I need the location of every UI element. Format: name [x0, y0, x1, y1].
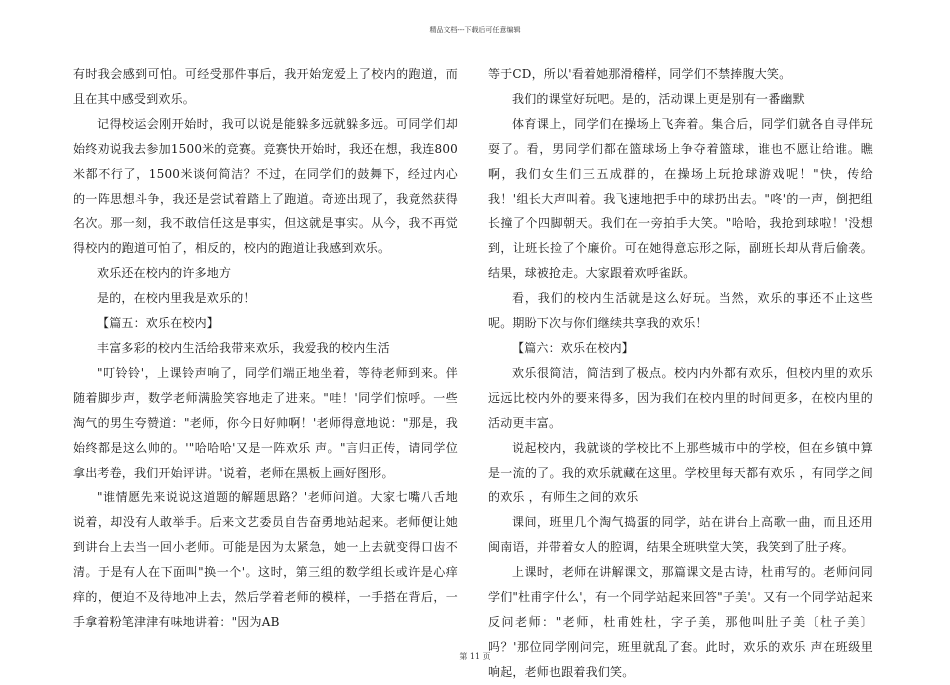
paragraph: 我们的课堂好玩吧。是的，活动课上更是别有一番幽默 — [512, 91, 805, 106]
paragraph: 欢乐还在校内的许多地方 — [97, 266, 232, 281]
paragraph: 记得校运会刚开始时，我可以说是能躲多远就躲多远。可同学们却始终劝说我去参加1500米的竞赛。竞赛快开始时，我还在想，我连800米都不行了，1500米谈何简洁？不过，在同学们的鼓舞下，经过内心的一阵思想斗争，我还是尝试着踏上了跑道。奇迹出现了，我竟然获得名次。那一刻，我不敢信任这是事实，但这就是事实。从今，我不再觉得校内的跑道可怕了，相反的，校内的跑道让我感到欢乐。 — [73, 116, 458, 256]
paragraph: "叮铃铃'，上课铃声响了，同学们端正地坐着，等待老师到来。伴随着脚步声，数学老师满脸笑容地走了进来。"哇！'同学们惊呼。一些淘气的男生夸赞道："老师，你今日好帅啊！'老师得意地说："那是，我始终都是这么帅的。'"哈哈哈'又是一阵欢乐 声。"言归正传，请同学位拿出考卷，我们开始评讲。'说着，老师在黑板上画好图形。 — [73, 365, 458, 480]
section-heading: 【篇六：欢乐在校内】 — [512, 340, 635, 355]
paragraph: 欢乐很简洁，简洁到了极点。校内内外都有欢乐，但校内里的欢乐远远比校内外的要来得多，因为我们在校内里的时间更多，在校内里的活动更丰富。 — [488, 365, 873, 430]
paragraph: 课间，班里几个淘气捣蛋的同学，站在讲台上高歌一曲，而且还用闽南语，并带着女人的腔调，结果全班哄堂大笑，我笑到了肚子疼。 — [488, 515, 873, 555]
left-column — [73, 62, 458, 635]
paragraph: 是的，在校内里我是欢乐的！ — [97, 291, 256, 306]
paragraph: 有时我会感到可怕。可经受那件事后，我开始宠爱上了校内的跑道，而且在其中感受到欢乐。 — [73, 67, 458, 106]
right-column — [488, 62, 873, 685]
paragraph: 体育课上，同学们在操场上飞奔着。集合后，同学们就各自寻伴玩耍了。看，男同学们都在篮球场上争夺着篮球，谁也不愿让给谁。瞧啊，我们女生们三五成群的，在操场上玩抢球游戏呢！"快，传给我！'组长大声叫着。我飞速地把手中的球扔出去。"咚'的一声，倒把组长撞了个四脚朝天。我们在一旁拍手大笑。"哈哈，我抢到球啦！'没想到，让班长捡了个廉价。可在她得意忘形之际，副班长却从背后偷袭。结果，球被抢走。大家跟着欢呼雀跃。 — [488, 116, 873, 281]
paragraph: 上课时，老师在讲解课文，那篇课文是古诗，杜甫写的。老师问同学们"杜甫字什么'，有一个同学站起来回答"子美'。又有一个同学站起来反问老师："老师，杜甫姓杜，字子美，那他叫肚子美〔杜子美〕吗？'那位同学刚问完，班里就乱了套。此时，欢乐的欢乐 声在班级里响起，老师也跟着我们笑。 — [488, 565, 873, 679]
paragraph: 说起校内，我就谈的学校比不上那些城市中的学校，但在乡镇中算是一流的了。我的欢乐就藏在这里。学校里每天都有欢乐 ，有同学之间的欢乐 ，有师生之间的欢乐 — [488, 440, 873, 505]
paragraph: 看，我们的校内生活就是这么好玩。当然，欢乐的事还不止这些呢。期盼下次与你们继续共享我的欢乐！ — [488, 291, 873, 331]
section-heading: 【篇五：欢乐在校内】 — [97, 316, 220, 331]
paragraph: 等于CD，所以'看着她那滑稽样，同学们不禁捧腹大笑。 — [488, 67, 792, 81]
paragraph: "谁情愿先来说说这道题的解题思路？'老师问道。大家七嘴八舌地说着，却没有人敢举手。后来文艺委员自告奋勇地站起来。老师便让她到讲台上去当一回小老师。可能是因为太紧急，她一上去就变得口齿不清。于是有人在下面叫"换一个'。这时，第三组的数学组长或许是心痒痒的，便迫不及待地冲上去，然后学着老师的模样，一手搭在背后，一手拿着粉笔津津有味地讲着："因为AB — [73, 490, 458, 629]
paragraph: 丰富多彩的校内生活给我带来欢乐，我爱我的校内生活 — [97, 340, 390, 355]
page-header: 精品文档---下载后可任意编辑 — [429, 26, 521, 34]
page-number: 第 11 页 — [459, 652, 491, 661]
